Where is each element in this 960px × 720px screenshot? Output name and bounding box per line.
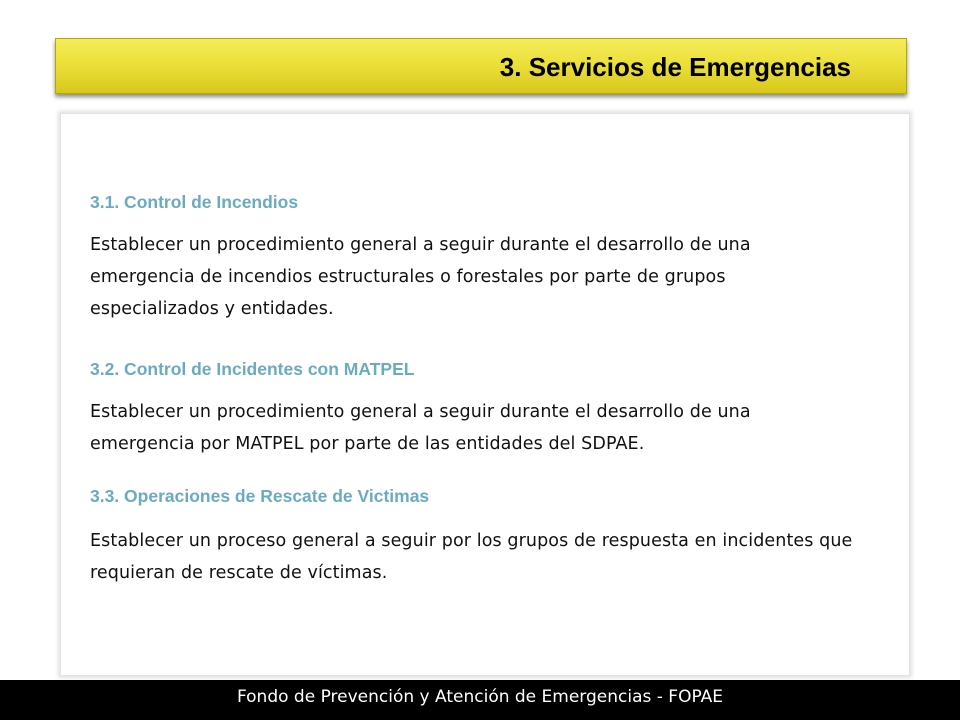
slide-title: 3. Servicios de Emergencias	[499, 52, 851, 82]
section-body-matpel: Establecer un procedimiento general a seguir durante el desarrollo de una emergencia por MATPEL por parte de las entidades del SDPAE.	[90, 402, 751, 454]
section-body-fire-control: Establecer un procedimiento general a seguir durante el desarrollo de una emergencia de incendios estructurales o forestales por parte de grupos especializados y entidades.	[90, 235, 751, 319]
section-heading-rescue: 3.3. Operaciones de Rescate de Victimas	[90, 486, 430, 506]
section-body-rescue: Establecer un proceso general a seguir por los grupos de respuesta en incidentes que requieran de rescate de víctimas.	[90, 531, 853, 583]
footer-text: Fondo de Prevención y Atención de Emergencias - FOPAE	[236, 687, 724, 707]
title-bar	[55, 38, 907, 94]
section-heading-fire-control: 3.1. Control de Incendios	[90, 192, 299, 212]
footer-bar	[0, 680, 960, 720]
section-heading-matpel: 3.2. Control de Incidentes con MATPEL	[90, 359, 415, 379]
